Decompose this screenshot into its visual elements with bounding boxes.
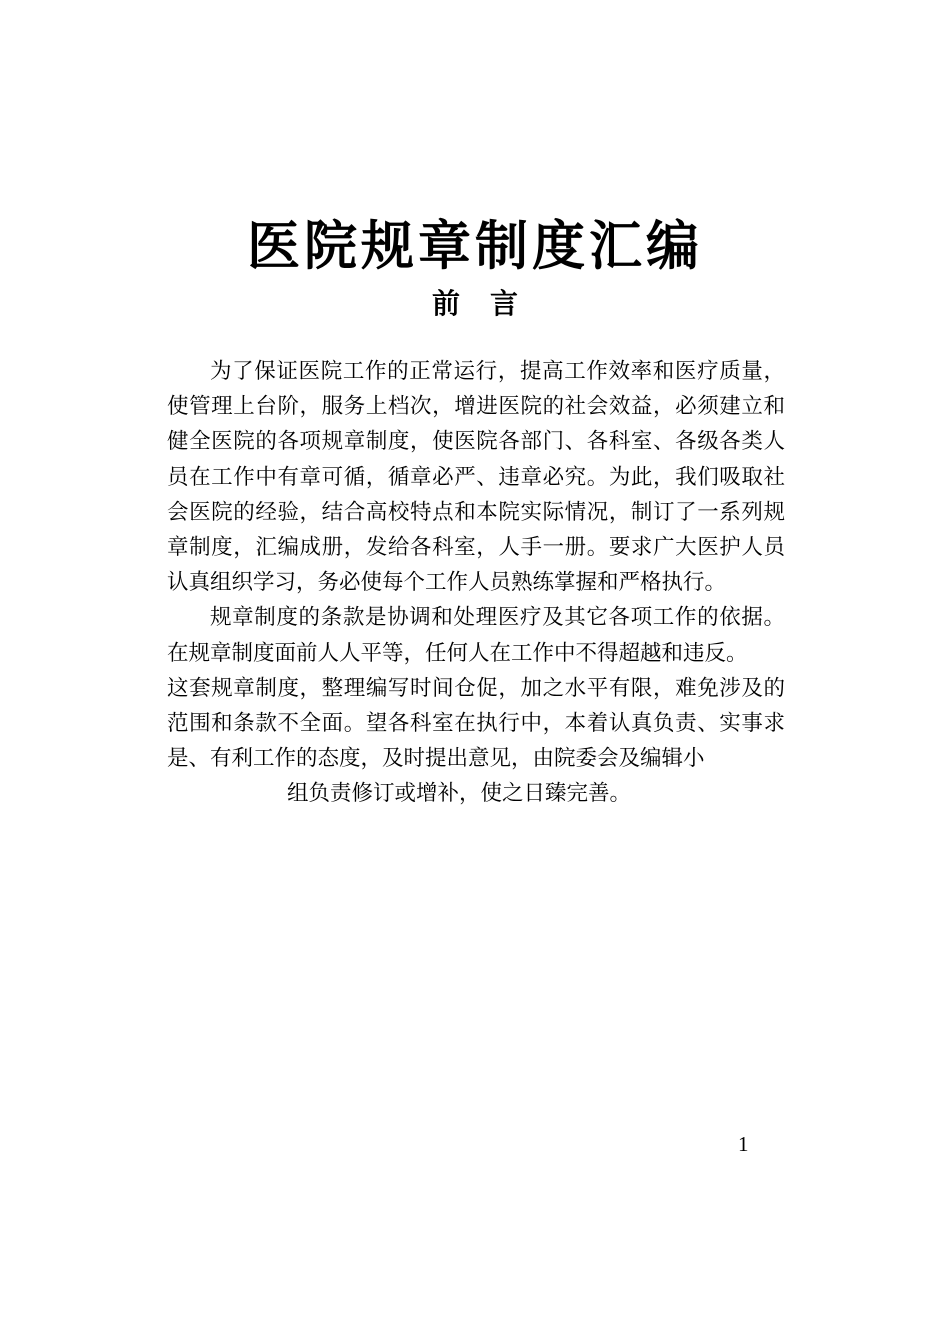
paragraph-2: 规章制度的条款是协调和处理医疗及其它各项工作的依据。在规章制度面前人人平等，任何人在工作中不得超越和违反。 — [167, 605, 785, 666]
paragraph-3 — [167, 671, 785, 812]
document-subtitle: 前言 — [431, 287, 548, 320]
page-number: 1 — [738, 1132, 749, 1156]
document-body — [167, 354, 785, 812]
document-title: 医院规章制度汇编 — [247, 216, 703, 277]
paragraph-1: 为了保证医院工作的正常运行，提高工作效率和医疗质量，使管理上台阶，服务上档次，增进医院的社会效益，必须建立和健全医院的各项规章制度，使医院各部门、各科室、各级各类人员在工作中有章可循，循章必严、违章必究。为此，我们吸取社会医院的经验，结合高校特点和本院实际情况，制订了一系列规章制度，汇编成册，发给各科室，人手一册。要求广大医护人员认真组织学习，务必使每个工作人员熟练掌握和严格执行。 — [167, 359, 785, 596]
paragraph-3-closing-line: 组负责修订或增补，使之日臻完善。 — [287, 781, 632, 807]
paragraph-3-text: 这套规章制度，整理编写时间仓促，加之水平有限，难免涉及的范围和条款不全面。望各科室在执行中，本着认真负责、实事求是、有利工作的态度，及时提出意见，由院委会及编辑小 — [167, 675, 785, 772]
